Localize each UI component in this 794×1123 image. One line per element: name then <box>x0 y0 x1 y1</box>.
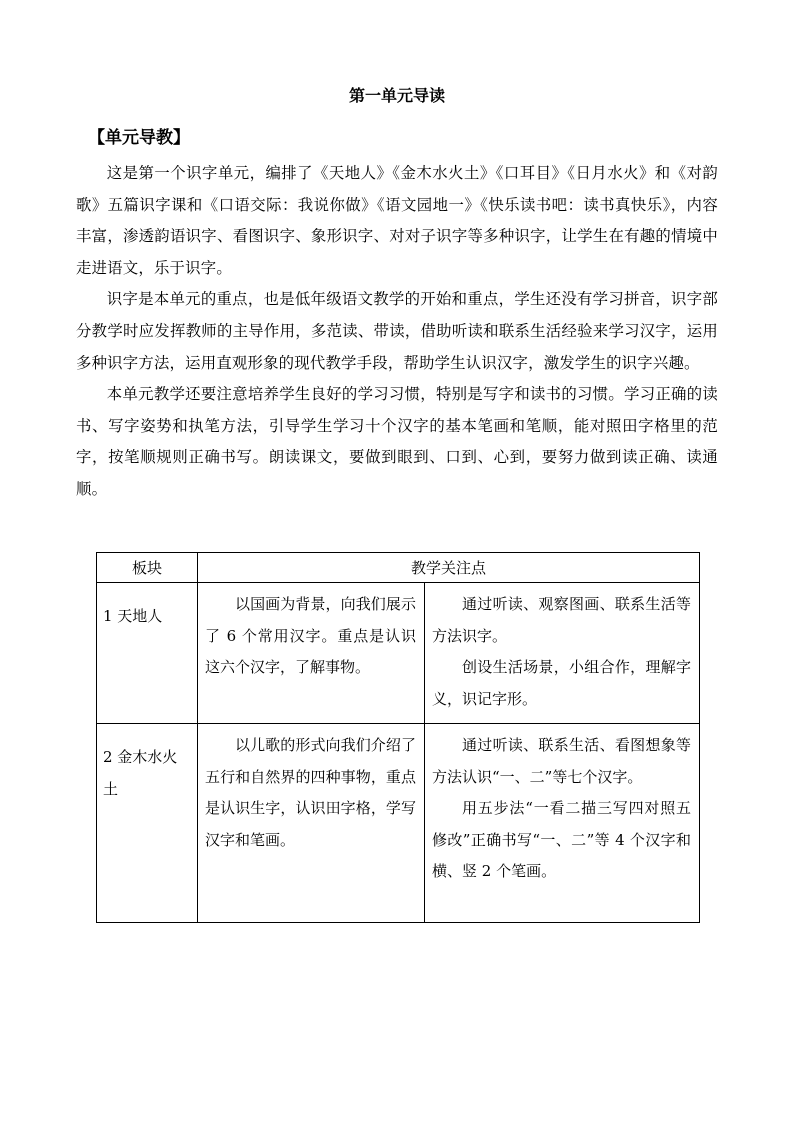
paragraph: 本单元教学还要注意培养学生良好的学习习惯，特别是写字和读书的习惯。学习正确的读书、写字姿势和执笔方法，引导学生学习十个汉字的基本笔画和笔顺，能对照田字格里的范字，按笔顺规则正确书写。朗读课文，要做到眼到、口到、心到，要努力做到读正确、读通顺。 <box>76 385 718 498</box>
page-title: 第一单元导读 <box>348 86 445 105</box>
method-cell <box>425 724 700 923</box>
section-heading: 【单元导教】 <box>88 128 190 148</box>
method-text: 通过听读、联系生活、看图想象等方法认识“一、二”等七个汉字。 <box>432 736 692 786</box>
table-header-row <box>97 553 700 583</box>
paragraph: 识字是本单元的重点，也是低年级语文教学的开始和重点，学生还没有学习拼音，识字部分教学时应发挥教师的主导作用，多范读、带读，借助听读和联系生活经验来学习汉字，运用多种识字方法，运用直观形象的现代教学手段，帮助学生认识汉字，激发学生的识字兴趣。 <box>76 290 718 372</box>
paragraph: 这是第一个识字单元，编排了《天地人》《金木水火土》《口耳目》《日月水火》和《对韵歌》五篇识字课和《口语交际：我说你做》《语文园地一》《快乐读书吧：读书真快乐》，内容丰富，渗透韵语识字、看图识字、象形识字、对对子识字等多种识字，让学生在有趣的情境中走进语文，乐于识字。 <box>76 164 718 277</box>
focus-text: 以国画为背景，向我们展示了 6 个常用汉字。重点是认识这六个汉字，了解事物。 <box>205 595 416 676</box>
teaching-focus-table <box>96 552 700 923</box>
method-text: 用五步法“一看二描三写四对照五修改”正确书写“一、二”等 4 个汉字和横、竖 2 个笔画。 <box>432 799 692 880</box>
header-block: 板块 <box>97 553 198 583</box>
method-text: 创设生活场景，小组合作，理解字义，识记字形。 <box>432 658 692 708</box>
focus-cell <box>198 583 425 724</box>
block-name: 1 天地人 <box>97 583 198 724</box>
block-name: 2 金木水火土 <box>97 724 198 923</box>
body-text <box>76 158 718 506</box>
focus-cell <box>198 724 425 923</box>
header-teaching-focus: 教学关注点 <box>198 553 700 583</box>
method-cell <box>425 583 700 724</box>
focus-text: 以儿歌的形式向我们介绍了五行和自然界的四种事物，重点是认识生字，认识田字格，学写汉字和笔画。 <box>205 736 416 849</box>
method-text: 通过听读、观察图画、联系生活等方法识字。 <box>432 595 692 645</box>
table-row <box>97 583 700 724</box>
table-row <box>97 724 700 923</box>
